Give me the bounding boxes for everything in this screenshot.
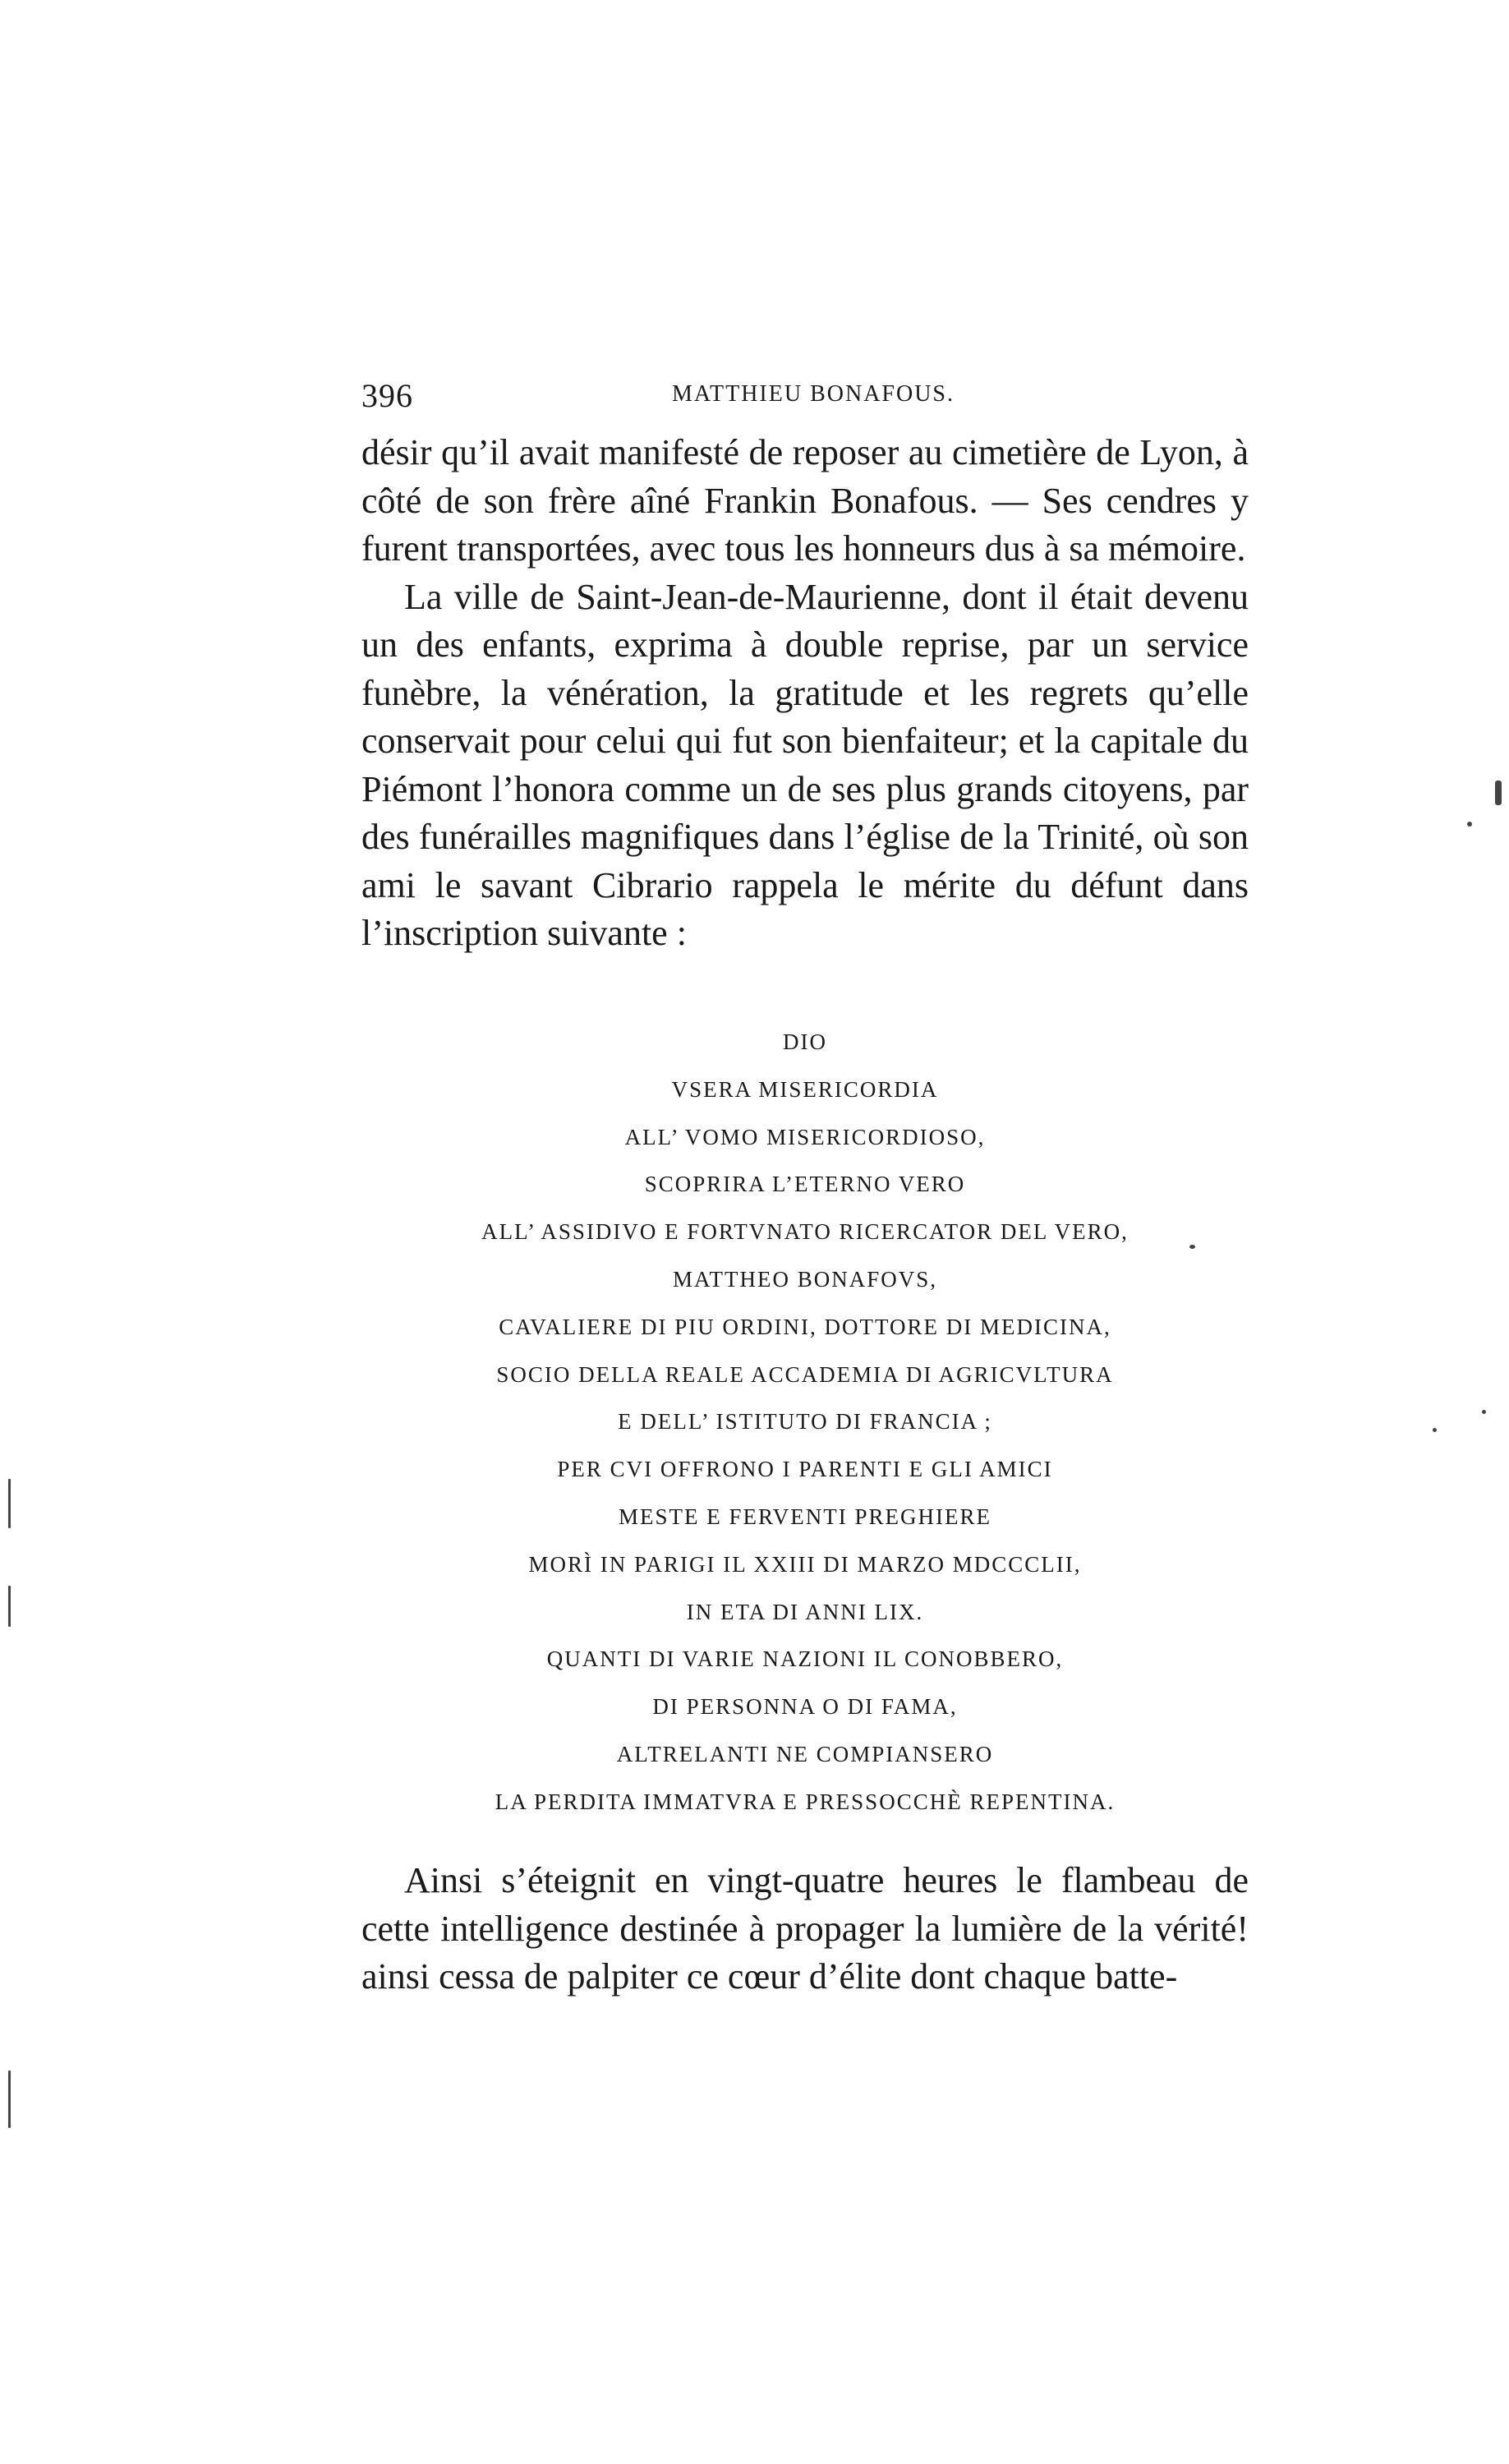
scan-speck <box>8 1586 11 1627</box>
inscription-line: DI PERSONNA O DI FAMA, <box>652 1694 958 1720</box>
body-text-top <box>361 429 1249 958</box>
inscription-line: LA PERDITA IMMATVRA E PRESSOCCHÈ REPENTINA. <box>495 1789 1116 1814</box>
inscription-line: QUANTI DI VARIE NAZIONI IL CONOBBERO, <box>546 1647 1064 1672</box>
scan-speck <box>1495 781 1502 805</box>
inscription-line: SOCIO DELLA REALE ACCADEMIA DI AGRICVLTURA <box>496 1361 1114 1387</box>
inscription-line: ALL’ VOMO MISERICORDIOSO, <box>624 1124 986 1149</box>
page-header <box>361 376 1265 426</box>
scan-speck <box>1189 1245 1195 1249</box>
running-title: MATTHIEU BONAFOUS. <box>671 381 955 407</box>
inscription-line: DIO <box>783 1029 827 1054</box>
inscription-line: PER CVI OFFRONO I PARENTI E GLI AMICI <box>557 1457 1053 1482</box>
inscription-line: MESTE E FERVENTI PREGHIERE <box>618 1504 992 1529</box>
page-number: 396 <box>361 377 413 414</box>
scan-speck <box>1482 1410 1486 1414</box>
scan-speck <box>1433 1428 1437 1432</box>
body-text-bottom <box>361 1857 1249 2001</box>
inscription-line: ALTRELANTI NE COMPIANSERO <box>616 1741 994 1766</box>
inscription-line: IN ETA DI ANNI LIX. <box>686 1599 924 1624</box>
scan-speck <box>8 1479 11 1528</box>
paragraph-closing: Ainsi s’éteignit en vingt-quatre heures le flambeau de cette intelligence destinée à propager la lumière de la vérité! ainsi cessa de palpiter ce cœur d’élite dont chaque batte- <box>361 1860 1249 1997</box>
paragraph-continuation: désir qu’il avait manifesté de reposer au cimetière de Lyon, à côté de son frère aîné Frankin Bonafous. — Ses cendres y furent transportées, avec tous les honneurs dus à sa mémoire. <box>361 432 1249 569</box>
inscription-line: E DELL’ ISTITUTO DI FRANCIA ; <box>618 1409 992 1435</box>
inscription-line: ALL’ ASSIDIVO E FORTVNATO RICERCATOR DEL VERO, <box>481 1219 1129 1245</box>
inscription-line: MORÌ IN PARIGI IL XXIII DI MARZO MDCCCLII, <box>528 1551 1082 1577</box>
scan-speck <box>8 2070 11 2128</box>
inscription-line: VSERA MISERICORDIA <box>671 1076 939 1102</box>
scan-speck <box>1467 822 1472 827</box>
paragraph-funeral: La ville de Saint-Jean-de-Maurienne, dont il était devenu un des enfants, exprima à double reprise, par un service funèbre, la vénération, la gratitude et les regrets qu’elle conservait pour celui qui fut son bienfaiteur; et la capitale du Piémont l’honora comme un de ses plus grands citoyens, par des funérailles magnifiques dans l’église de la Trinité, où son ami le savant Cibrario rappela le mérite du défunt dans l’inscription suivante : <box>361 576 1249 953</box>
inscription-line: MATTHEO BONAFOVS, <box>672 1266 938 1292</box>
inscription <box>361 1019 1249 1826</box>
inscription-line: SCOPRIRA L’ETERNO VERO <box>644 1172 966 1197</box>
inscription-line: CAVALIERE DI PIU ORDINI, DOTTORE DI MEDICINA, <box>499 1314 1111 1339</box>
